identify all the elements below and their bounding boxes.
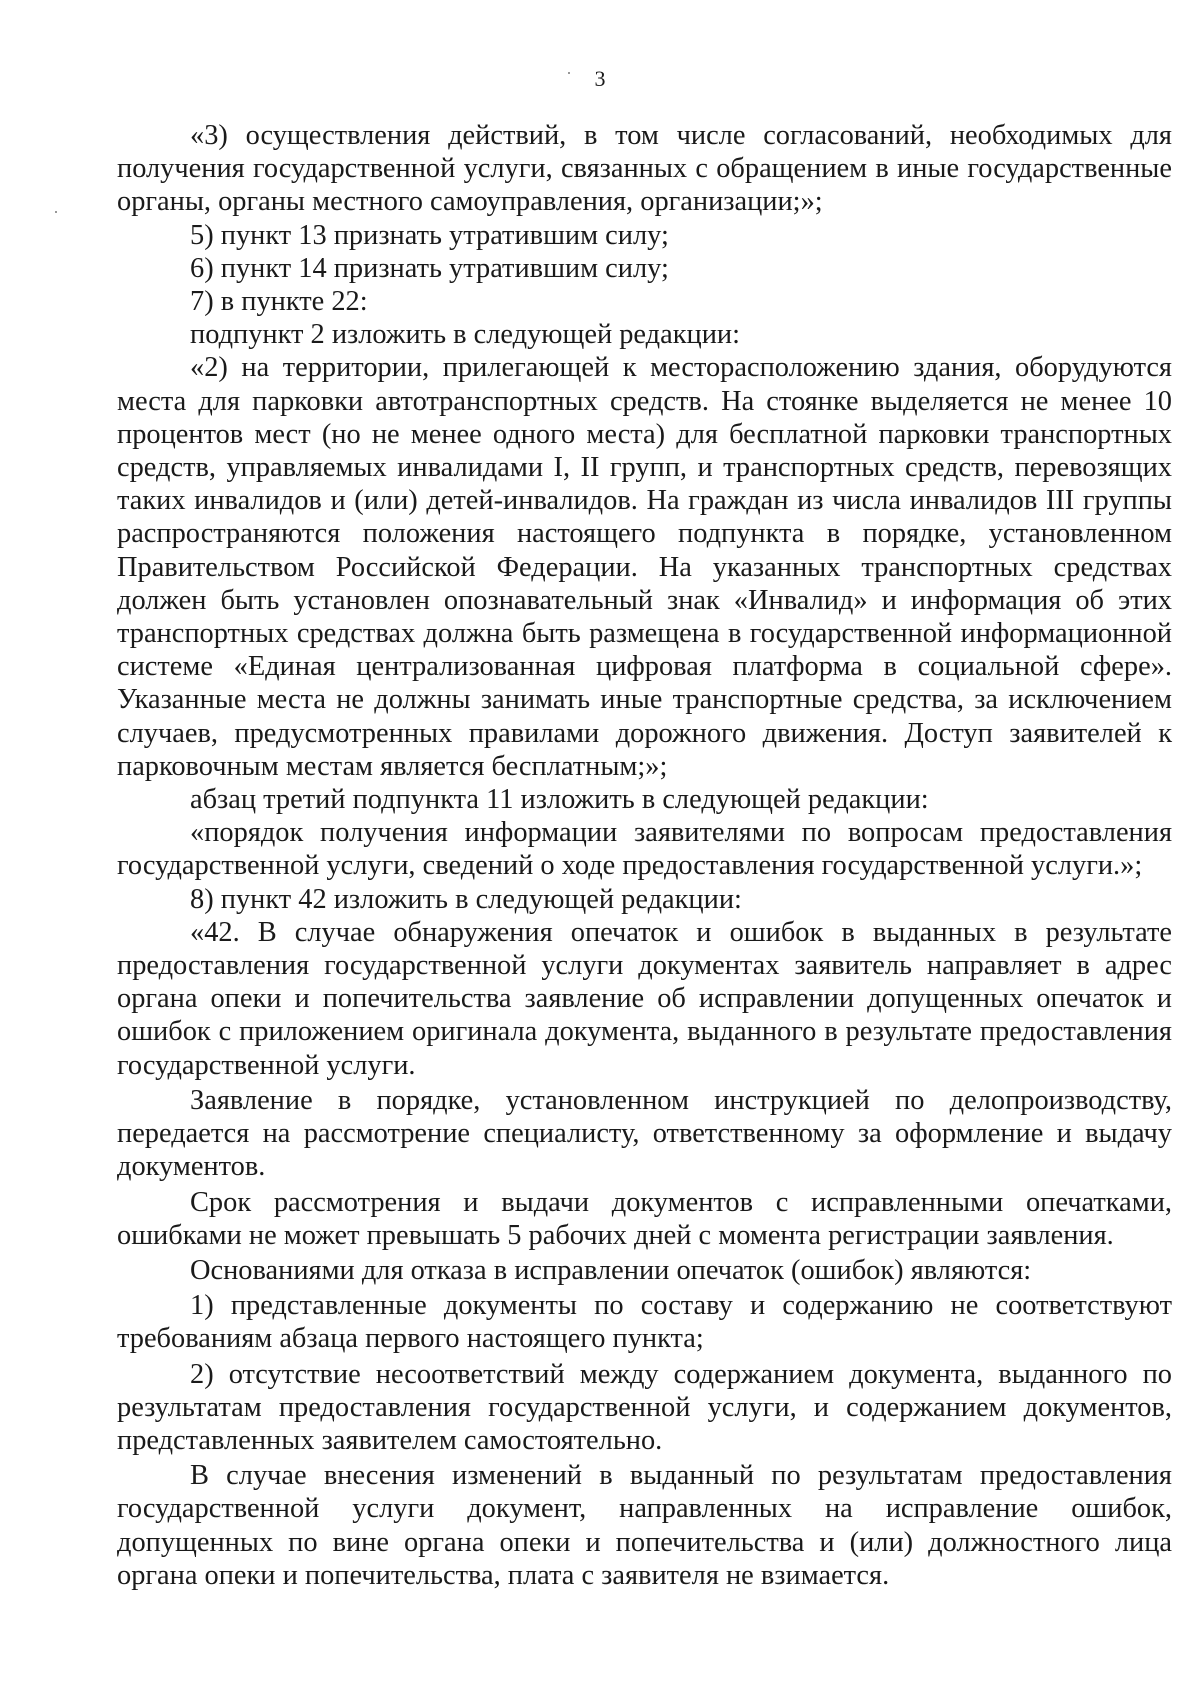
paragraph: В случае внесения изменений в выданный по результатам предоставления государственной услуги документ, направленных на исправление ошибок, допущенных по вине органа опеки и попечительства и (или) должностного лица органа опеки и попечительства, плата с заявителя не взимается.	[117, 1460, 1172, 1591]
paragraph: «порядок получения информации заявителями по вопросам предоставления государственной услуги, сведений о ходе предоставления государственной услуги.»;	[117, 817, 1172, 882]
paragraph: «3) осуществления действий, в том числе согласований, необходимых для получения государственной услуги, связанных с обращением в иные государственные органы, органы местного самоуправления, организации;»;	[117, 120, 1172, 218]
paragraph: абзац третий подпункта 11 изложить в следующей редакции:	[190, 784, 929, 816]
paragraph: 8) пункт 42 изложить в следующей редакции:	[190, 883, 742, 915]
paragraph: 2) отсутствие несоответствий между содержанием документа, выданного по результатам предоставления государственной услуги, и содержанием документов, представленных заявителем самостоятельно.	[117, 1358, 1172, 1456]
paragraph: «42. В случае обнаружения опечаток и ошибок в выданных в результате предоставления государственной услуги документах заявитель направляет в адрес органа опеки и попечительства заявление об исправлении допущенных опечаток и ошибок с приложением оригинала документа, выданного в результате предоставления государственной услуги.	[117, 916, 1172, 1081]
paragraph: 6) пункт 14 признать утратившим силу;	[190, 252, 669, 284]
document-body	[117, 119, 1172, 1592]
page-number: 3	[594, 66, 606, 91]
paragraph: «2) на территории, прилегающей к месторасположению здания, оборудуются места для парковки автотранспортных средств. На стоянке выделяется не менее 10 процентов мест (но не менее одного места) для бесплатной парковки транспортных средств, управляемых инвалидами I, II групп, и транспортных средств, перевозящих таких инвалидов и (или) детей-инвалидов. На граждан из числа инвалидов III группы распространяются положения настоящего подпункта в порядке, установленном Правительством Российской Федерации. На указанных транспортных средствах должен быть установлен опознавательный знак «Инвалид» и информация об этих транспортных средствах должна быть размещена в государственной информационной системе «Единая централизованная цифровая платформа в социальной сфере». Указанные места не должны занимать иные транспортные средства, за исключением случаев, предусмотренных правилами дорожного движения. Доступ заявителей к парковочным местам является бесплатным;»;	[117, 352, 1172, 782]
paragraph: Срок рассмотрения и выдачи документов с исправленными опечатками, ошибками не может превышать 5 рабочих дней с момента регистрации заявления.	[117, 1186, 1172, 1251]
paragraph: Основаниями для отказа в исправлении опечаток (ошибок) являются:	[190, 1254, 1032, 1286]
paragraph: 5) пункт 13 признать утратившим силу;	[190, 219, 669, 251]
paragraph: подпункт 2 изложить в следующей редакции:	[190, 319, 740, 351]
paragraph: 1) представленные документы по составу и содержанию не соответствуют требованиям абзаца первого настоящего пункта;	[117, 1290, 1172, 1355]
scan-speck	[55, 211, 57, 213]
paragraph: 7) в пункте 22:	[190, 286, 368, 318]
scan-speck	[568, 72, 570, 74]
paragraph: Заявление в порядке, установленном инструкцией по делопроизводству, передается на рассмотрение специалисту, ответственному за оформление и выдачу документов.	[117, 1084, 1172, 1183]
